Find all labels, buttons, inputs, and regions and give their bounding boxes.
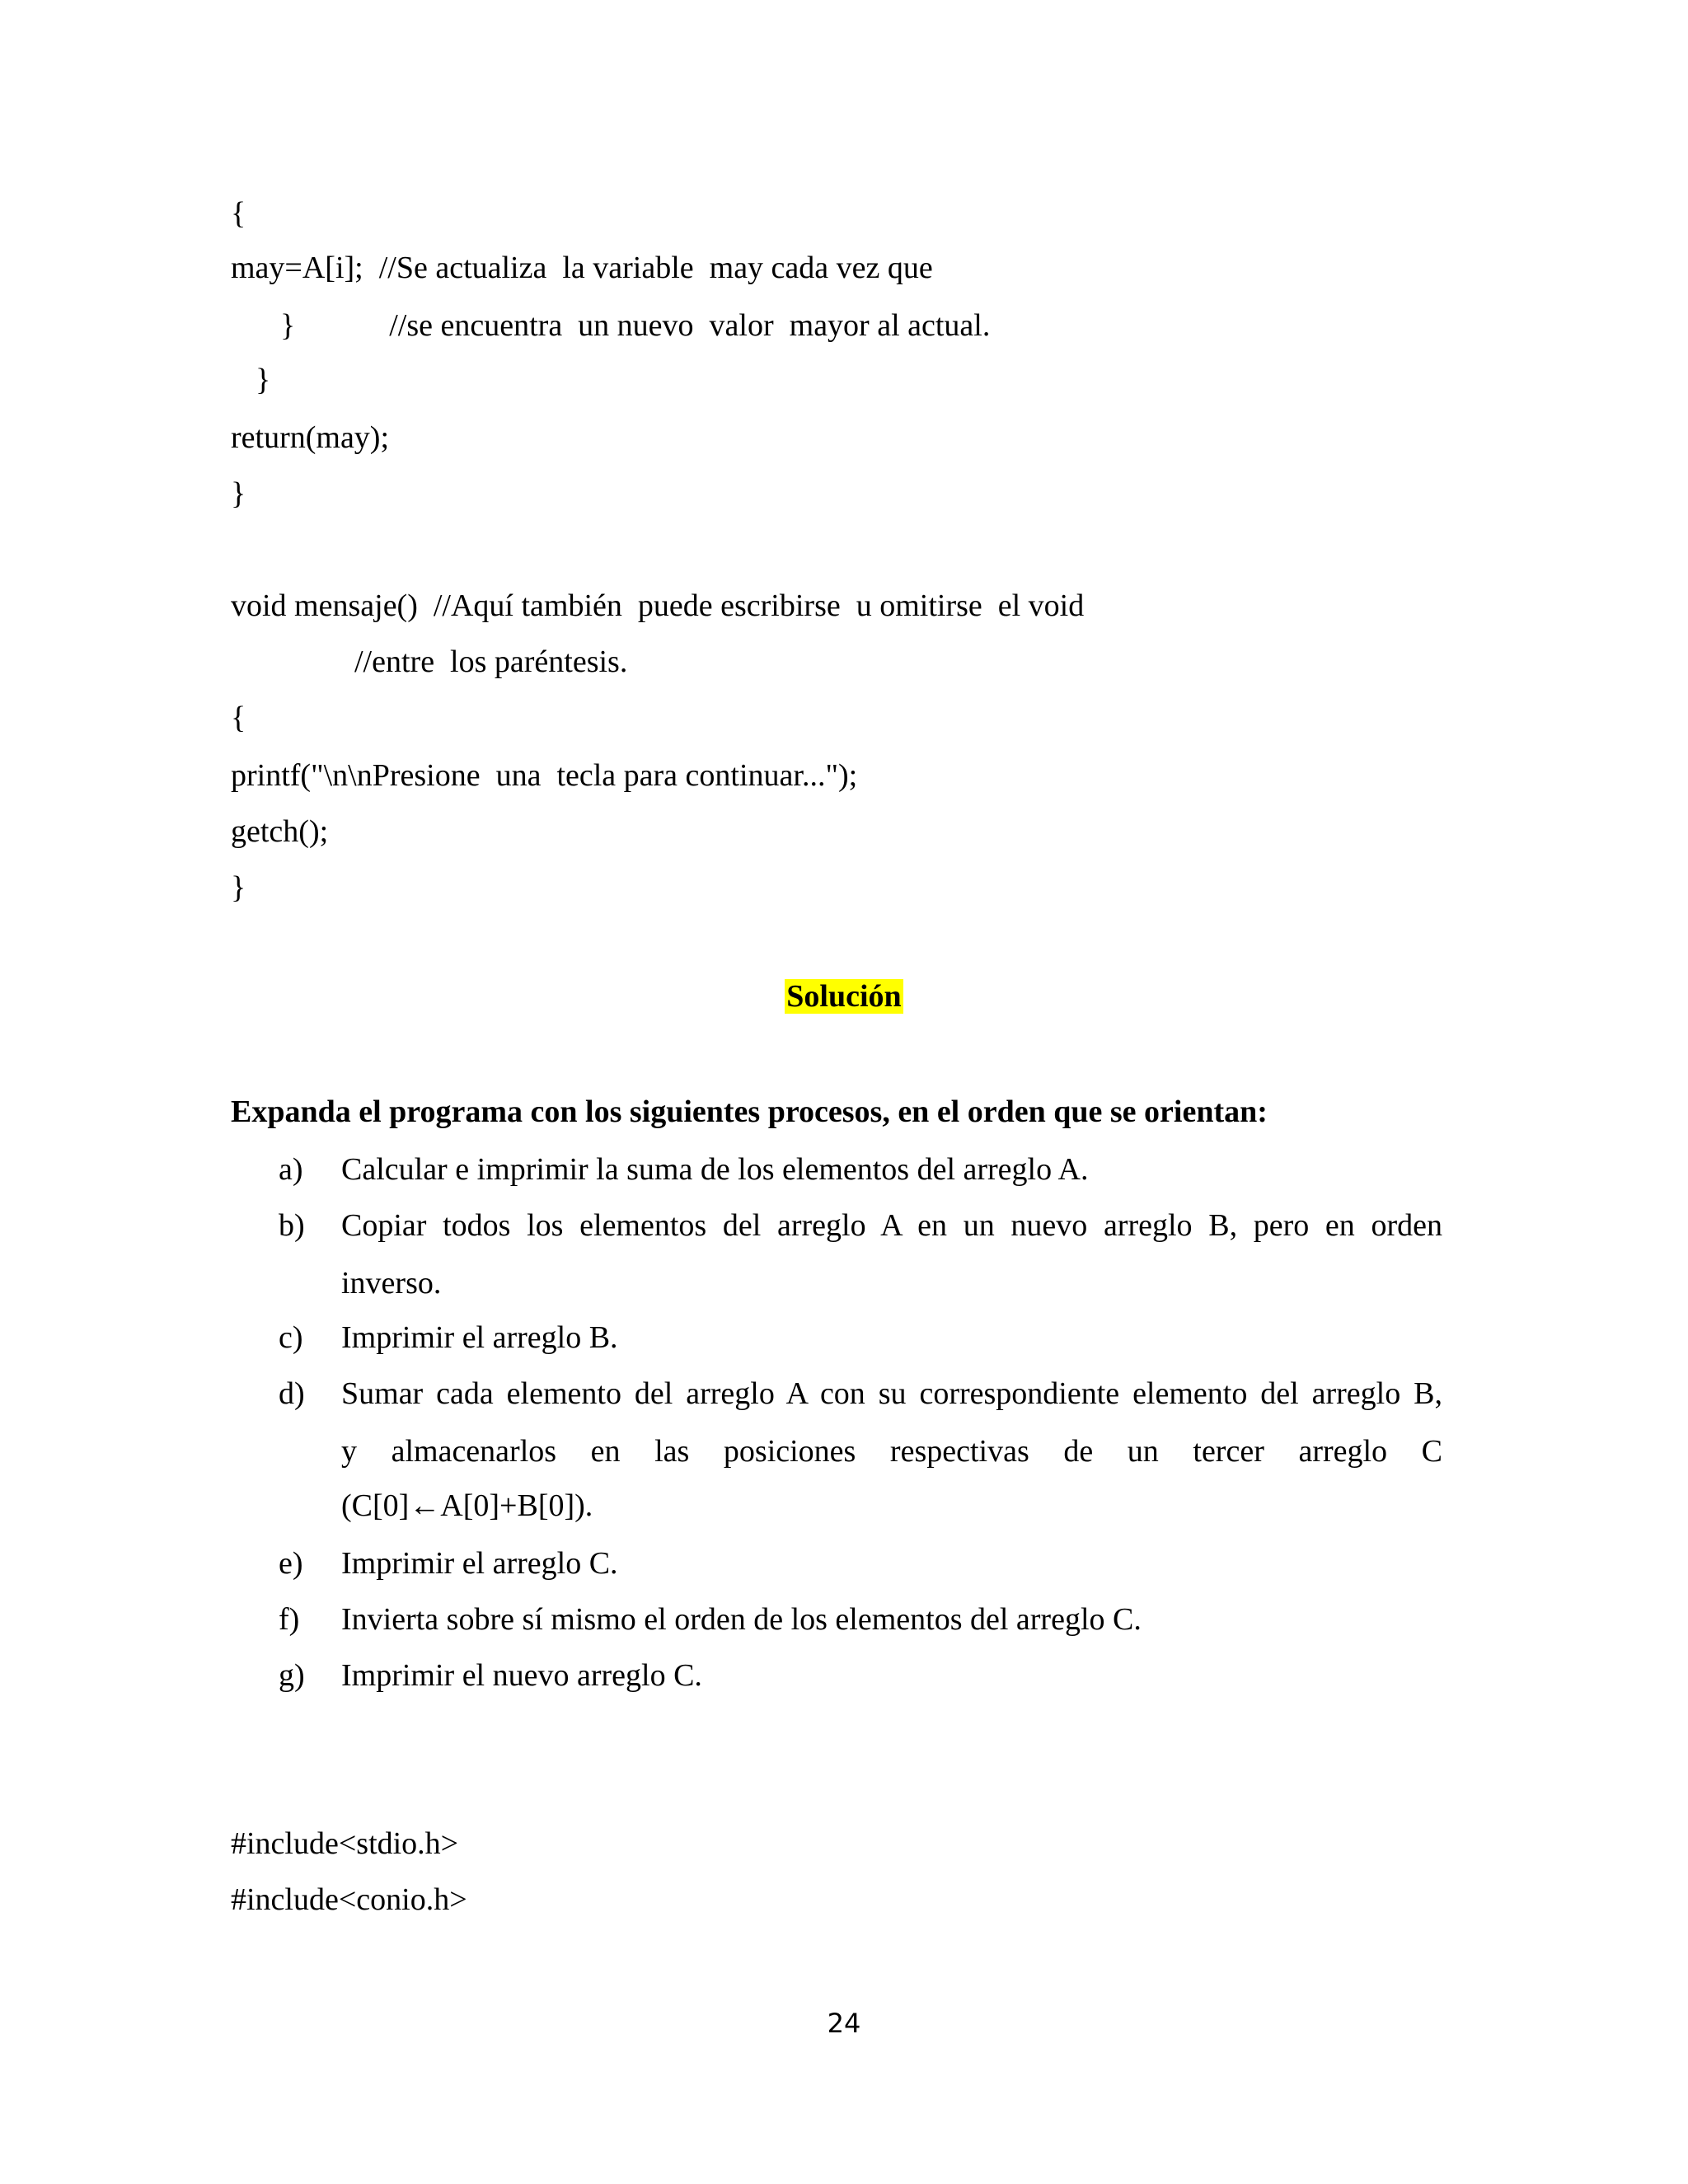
list-item-text: Imprimir el arreglo B. — [341, 1320, 618, 1355]
solution-title — [0, 977, 1688, 1015]
list-item-label: b) — [279, 1208, 305, 1243]
code-line: printf("\n\nPresione una tecla para continuar..."); — [231, 758, 858, 793]
list-item-text: Copiar todos los elementos del arreglo A en un nuevo arreglo B, pero en orden — [341, 1208, 1442, 1243]
list-item-text: Calcular e imprimir la suma de los elementos del arreglo A. — [341, 1152, 1089, 1187]
code-line: may=A[i]; //Se actualiza la variable may cada vez que — [231, 251, 933, 285]
list-item-label: e) — [279, 1546, 303, 1581]
list-item — [279, 1365, 1442, 1538]
list-item-text-cont: inverso. — [341, 1266, 442, 1301]
list-item — [279, 1591, 1442, 1648]
list-item — [279, 1309, 1442, 1366]
code-line: } — [256, 363, 271, 397]
page-number: 24 — [827, 2008, 861, 2039]
list-item-label: f) — [279, 1602, 300, 1637]
code-line: } — [231, 476, 246, 511]
list-item — [279, 1197, 1442, 1312]
code-line: return(may); — [231, 420, 390, 455]
code-line: void mensaje() //Aquí también puede escribirse u omitirse el void — [231, 588, 1085, 623]
list-item-label: a) — [279, 1152, 303, 1187]
list-item-text-cont: y almacenarlos en las posiciones respectivas de un tercer arreglo C — [341, 1434, 1442, 1469]
list-item-text: Invierta sobre sí mismo el orden de los elementos del arreglo C. — [341, 1602, 1142, 1637]
list-item-text: Sumar cada elemento del arreglo A con su correspondiente elemento del arreglo B, — [341, 1376, 1442, 1411]
code-line: #include<stdio.h> — [231, 1826, 459, 1861]
list-item — [279, 1535, 1442, 1592]
code-line: //entre los paréntesis. — [354, 644, 628, 679]
code-line: } — [231, 870, 246, 905]
instructions-heading: Expanda el programa con los siguientes procesos, en el orden que se orientan: — [231, 1094, 1268, 1129]
list-item-label: g) — [279, 1658, 305, 1693]
list-item-text: Imprimir el arreglo C. — [341, 1546, 618, 1581]
code-line: { — [231, 196, 246, 231]
list-item-label: d) — [279, 1376, 305, 1411]
list-item-text-cont: (C[0]←A[0]+B[0]). — [341, 1488, 593, 1523]
list-item-text: Imprimir el nuevo arreglo C. — [341, 1658, 702, 1693]
list-item-label: c) — [279, 1320, 303, 1355]
code-line: getch(); — [231, 814, 329, 849]
list-item — [279, 1647, 1442, 1704]
list-item — [279, 1141, 1442, 1198]
code-line: #include<conio.h> — [231, 1882, 467, 1917]
code-line: } //se encuentra un nuevo valor mayor al actual. — [280, 308, 991, 343]
solution-title-text: Solución — [786, 979, 902, 1014]
code-line: { — [231, 701, 246, 735]
